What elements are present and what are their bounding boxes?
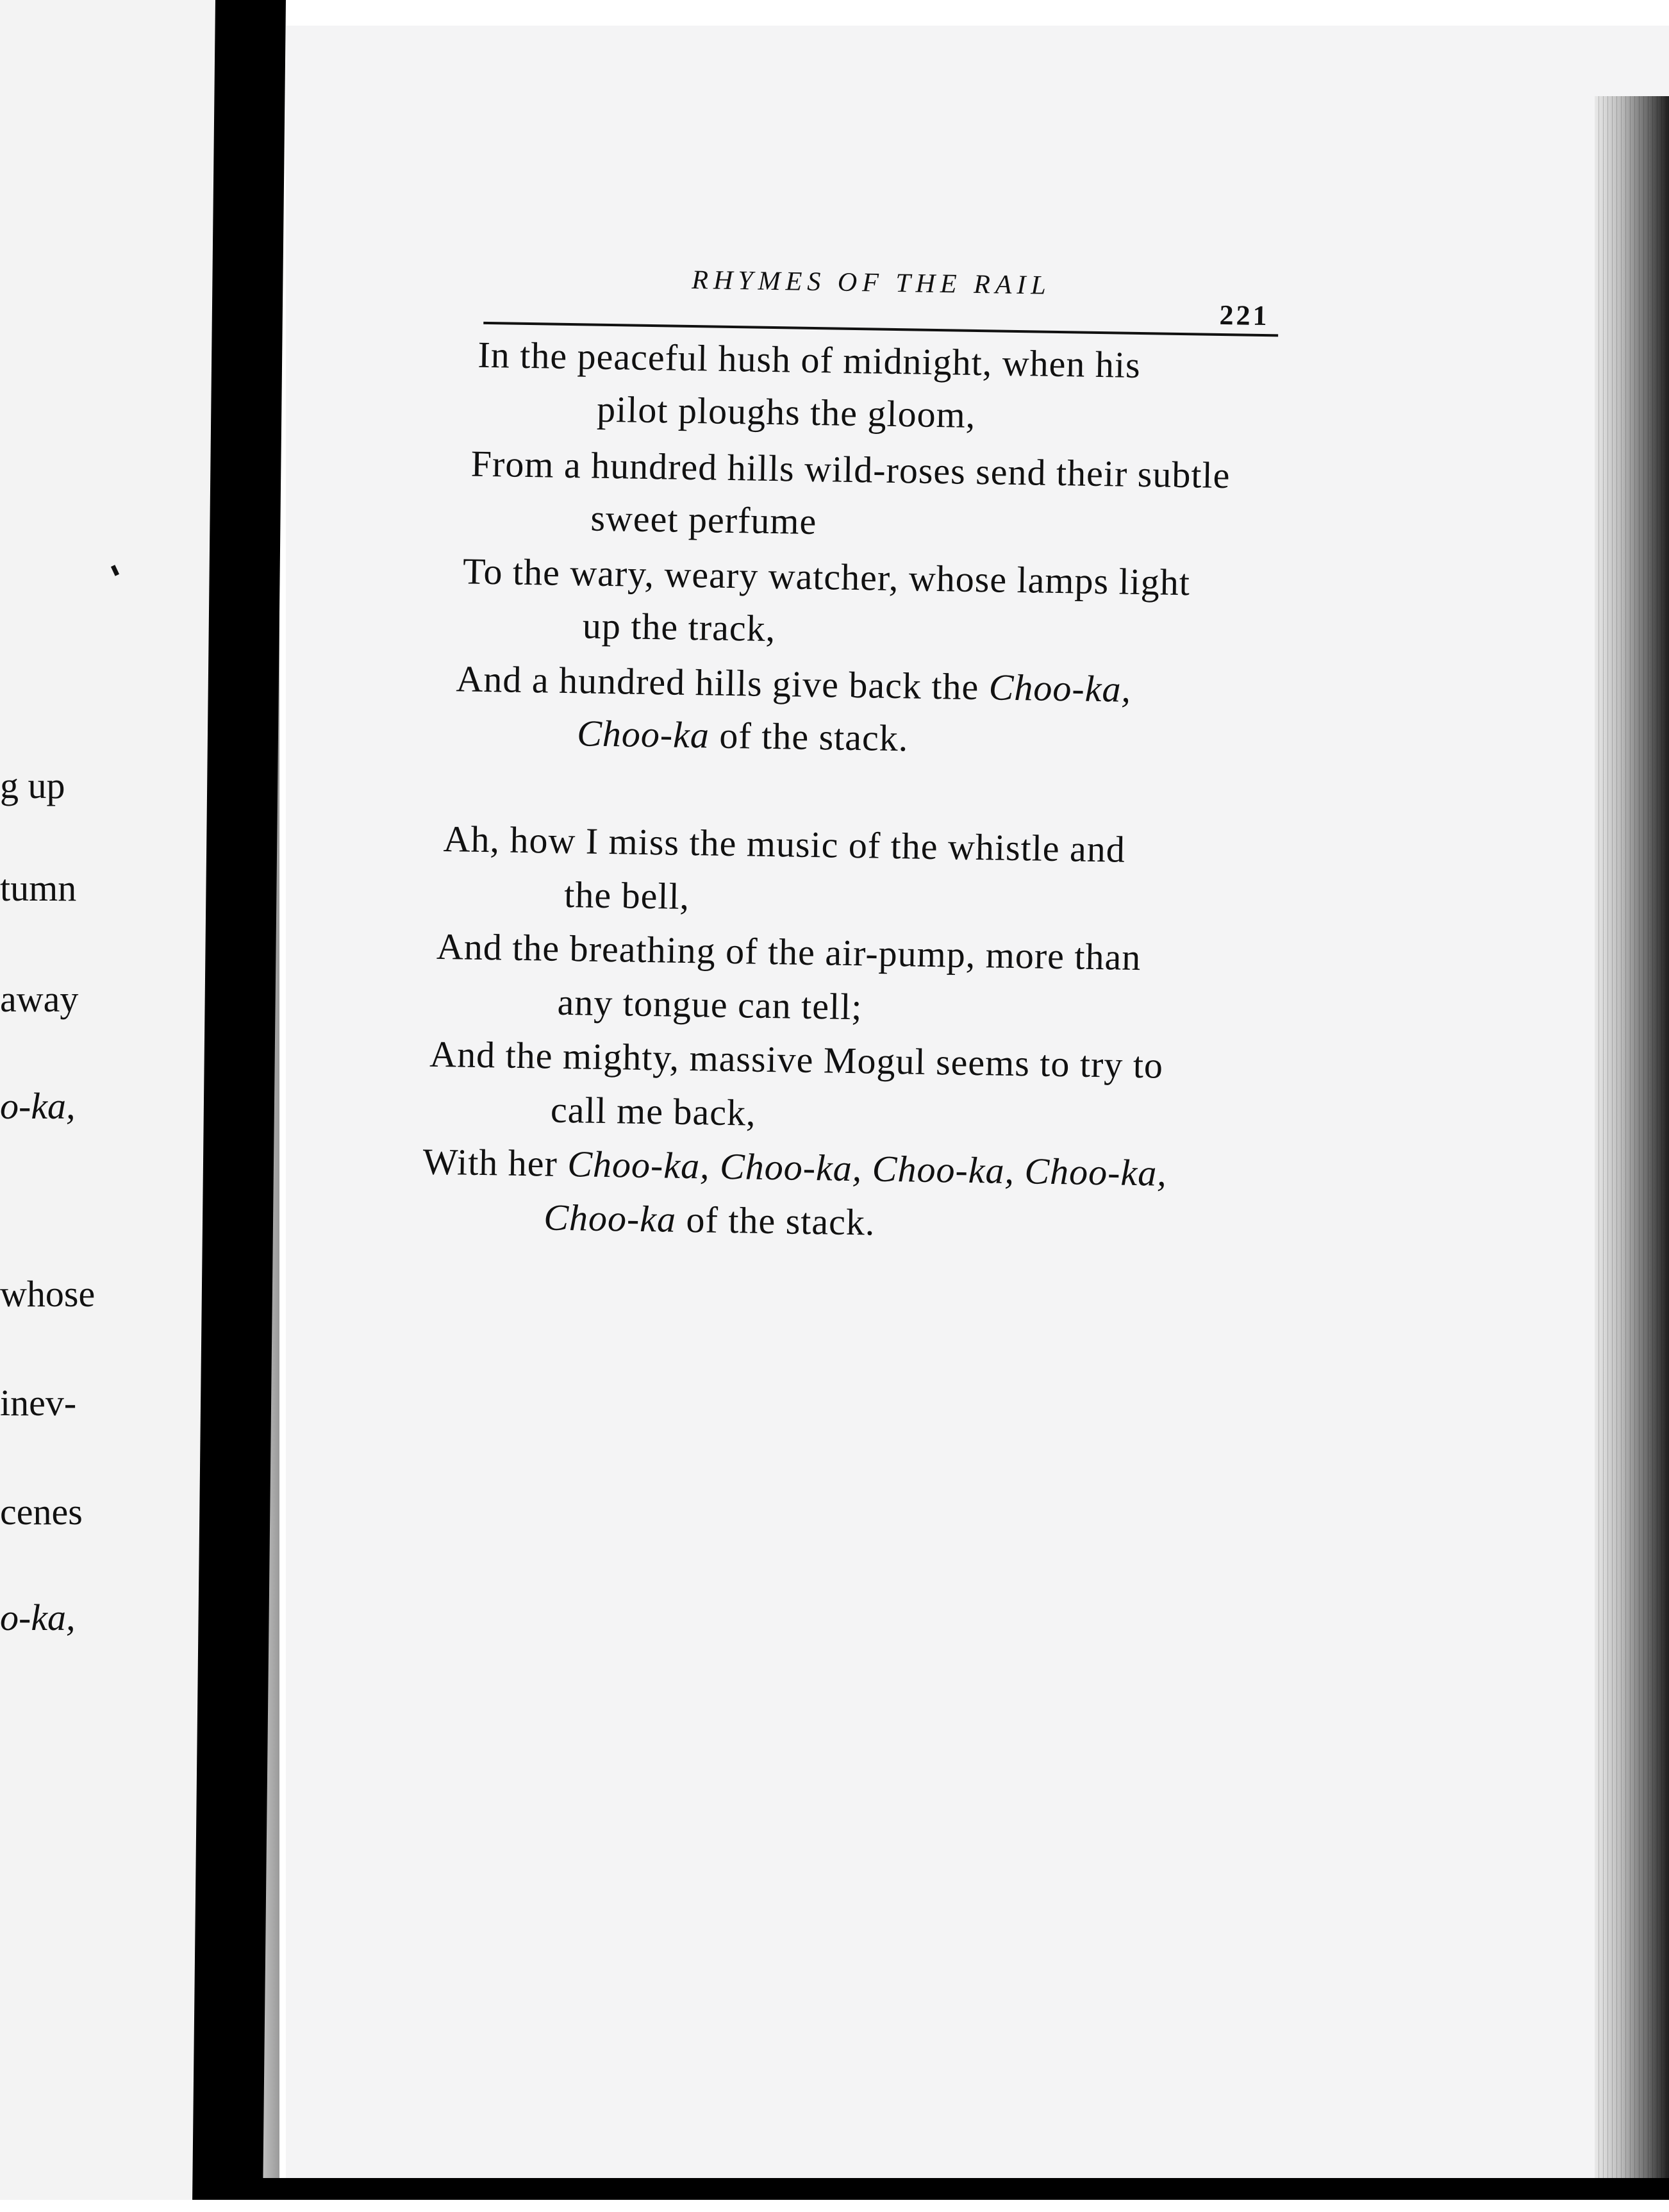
poem-line: And the breathing of the air-pump, more than (436, 925, 1142, 979)
left-page-fragment: tumn (0, 867, 77, 909)
left-page-fragment: inev- (0, 1382, 77, 1424)
left-page-fragment: cenes (0, 1491, 83, 1533)
poem-line: sweet perfume (590, 497, 817, 543)
left-page-fragment: whose (0, 1273, 95, 1315)
poem-line: Choo-ka of the stack. (543, 1196, 876, 1243)
poem-line: Choo-ka of the stack. (576, 712, 909, 760)
poem-line: Ah, how I miss the music of the whistle and (443, 817, 1126, 870)
left-page-fragment: g up (0, 765, 65, 806)
poem-line: any tongue can tell; (557, 981, 863, 1028)
page-number: 221 (1219, 299, 1270, 332)
poem-line: pilot ploughs the gloom, (596, 388, 976, 436)
left-page-fragment: away (0, 978, 79, 1020)
left-page-fragment: o-ka, (0, 1597, 76, 1638)
poem-line: And the mighty, massive Mogul seems to try to (429, 1033, 1164, 1086)
poem-line: call me back, (550, 1088, 757, 1134)
poem-line: With her Choo-ka, Choo-ka, Choo-ka, Choo-ka, (422, 1140, 1168, 1194)
poem-line: up the track, (582, 604, 776, 650)
poem-line: From a hundred hills wild-roses send their subtle (470, 442, 1231, 497)
poem-line: To the wary, weary watcher, whose lamps light (462, 550, 1191, 604)
poem-line: And a hundred hills give back the Choo-ka, (456, 658, 1132, 710)
running-head: RHYMES OF THE RAIL (692, 265, 1052, 301)
poem-line: the bell, (563, 873, 690, 918)
poem-line: In the peaceful hush of midnight, when his (477, 333, 1142, 386)
left-page-fragment: o-ka, (0, 1085, 76, 1127)
